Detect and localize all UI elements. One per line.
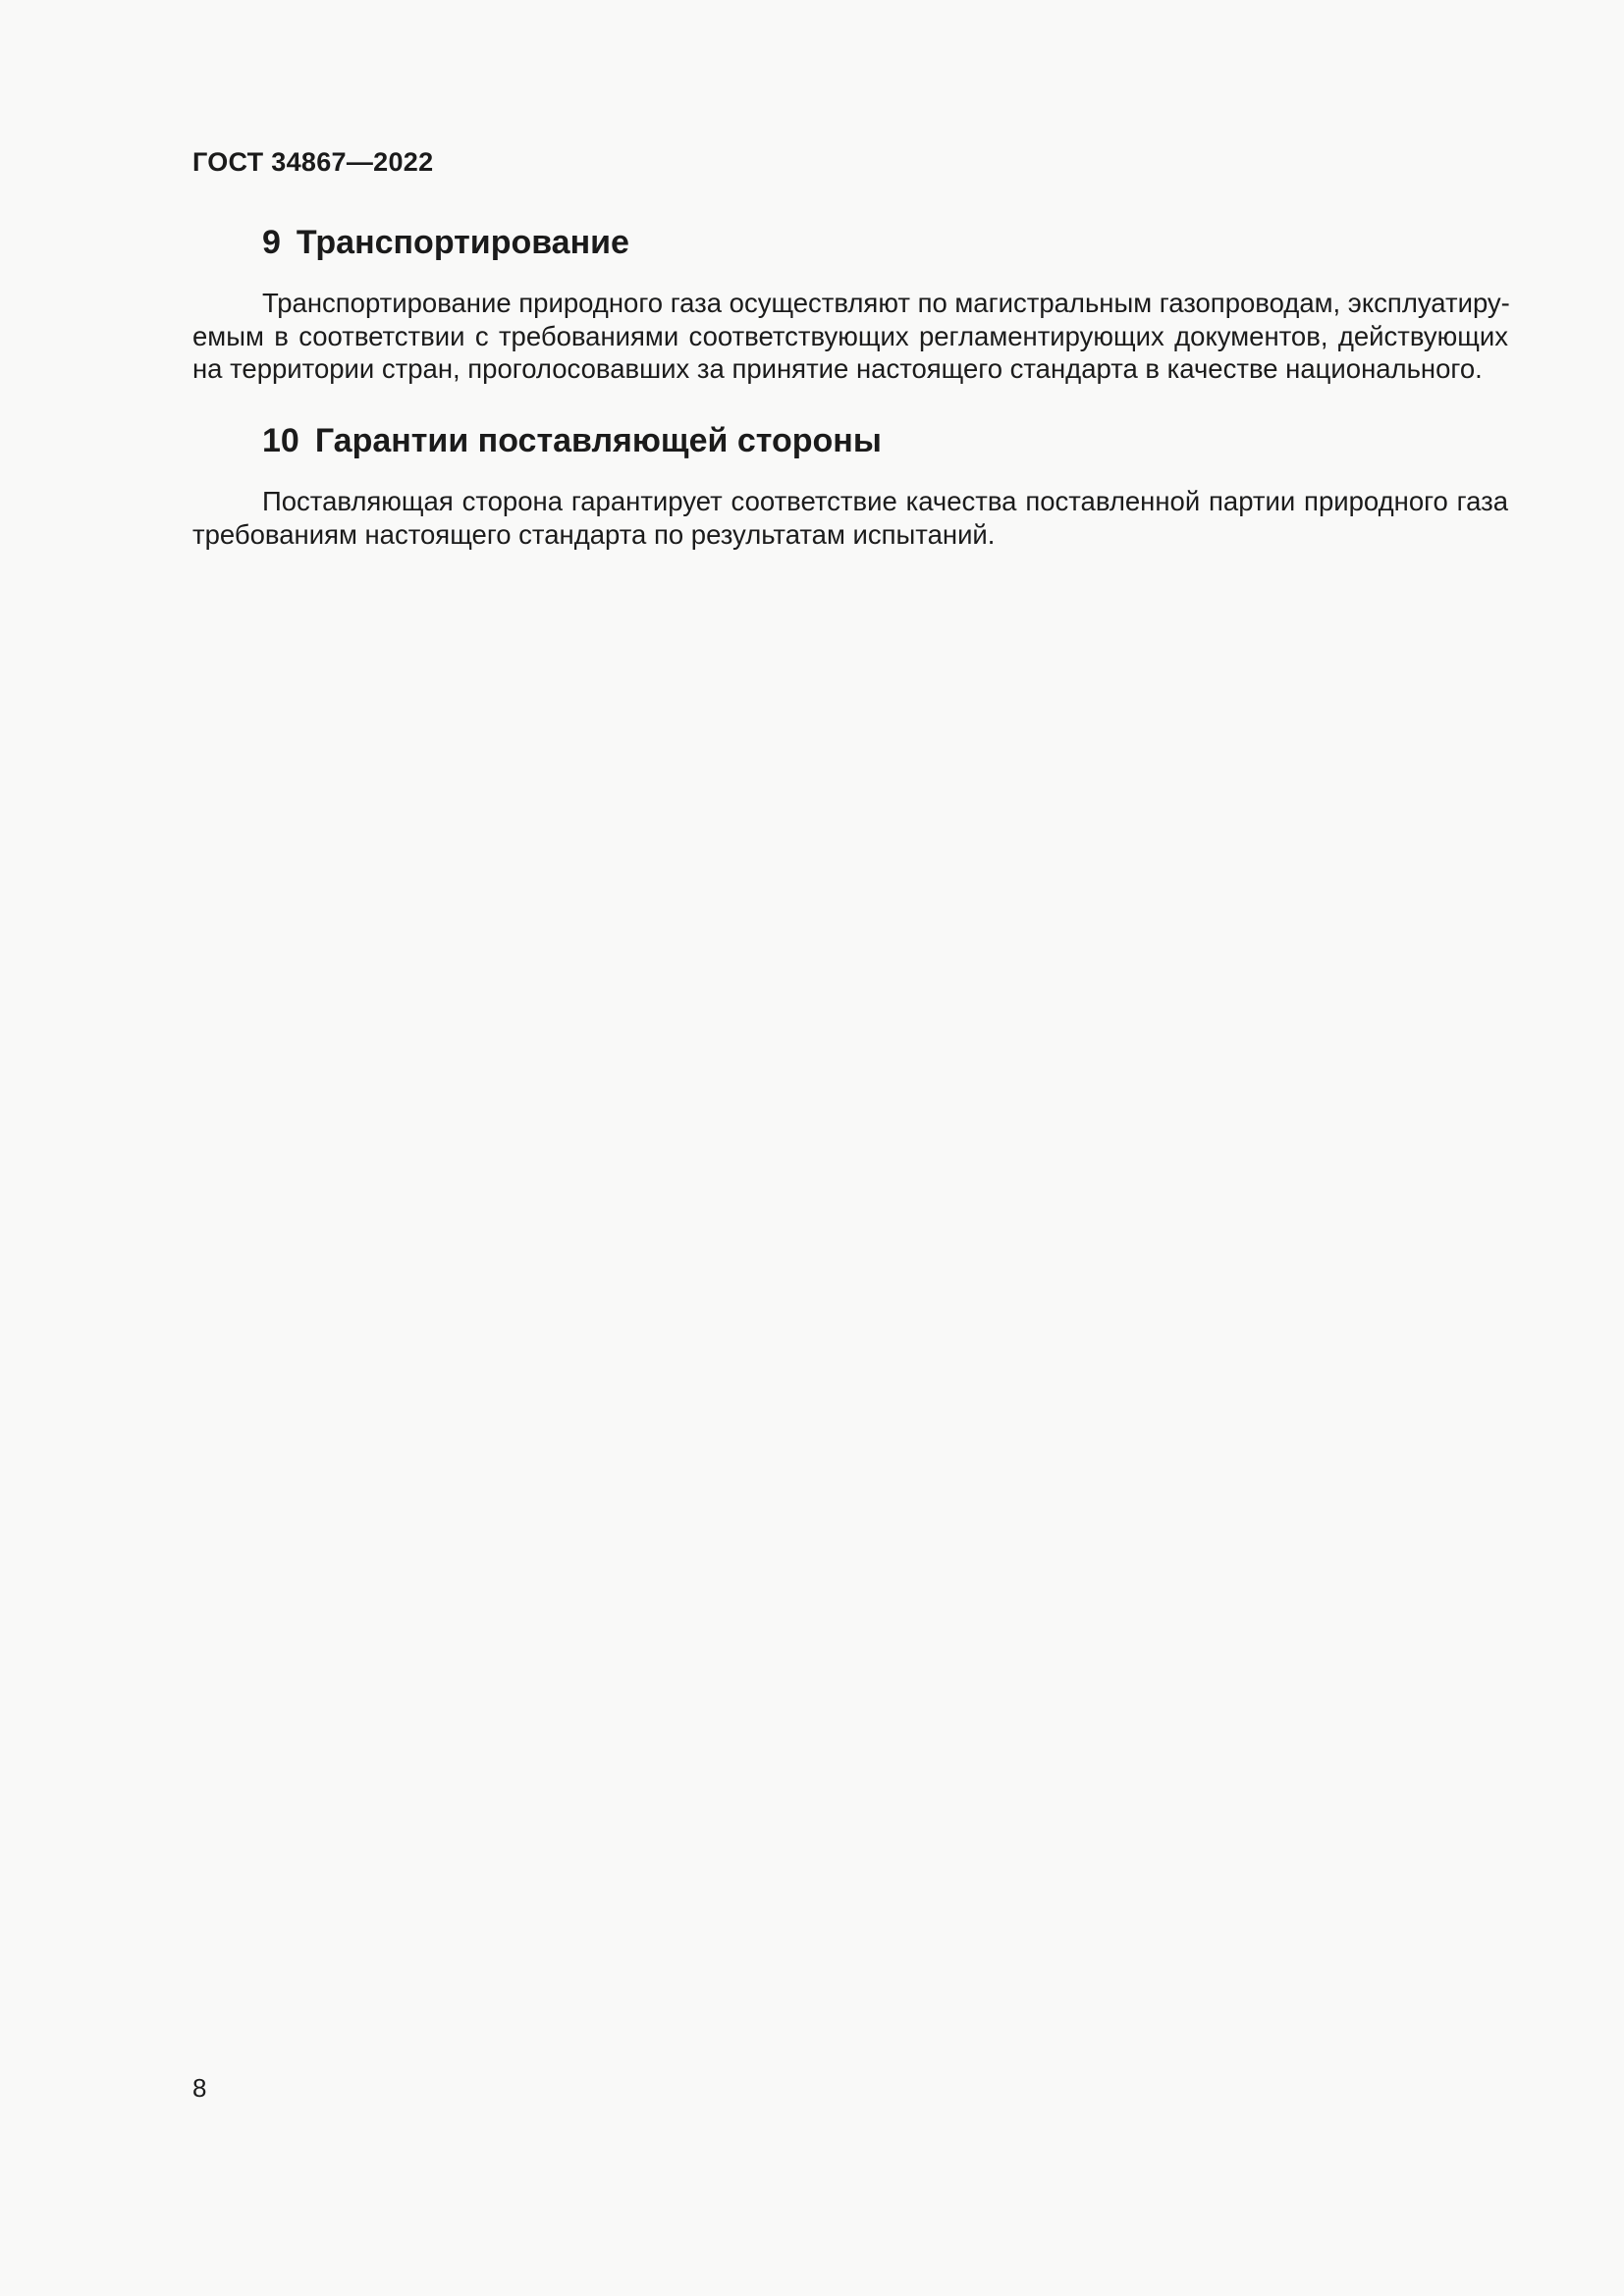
section-title: Транспортирование — [296, 224, 629, 261]
section-9-paragraph — [192, 287, 1508, 386]
paragraph-line: на территории стран, проголосовавших за принятие настоящего стандарта в качестве национального. — [192, 353, 1483, 384]
paragraph-line: Поставляющая сторона гарантирует соответствие качества поставленной партии природного газа — [262, 486, 1508, 516]
section-heading-9 — [262, 224, 629, 262]
section-title: Гарантии поставляющей стороны — [314, 422, 882, 459]
paragraph-line: требованиям настоящего стандарта по результатам испытаний. — [192, 518, 996, 550]
paragraph-line: Транспортирование природного газа осуществляют по магистральным газопроводам, эксплуатиру- — [262, 288, 1510, 318]
page-number: 8 — [192, 2073, 207, 2103]
section-heading-10 — [262, 422, 882, 460]
section-number: 10 — [262, 422, 299, 459]
section-10-paragraph — [192, 485, 1508, 551]
section-number: 9 — [262, 224, 281, 261]
paragraph-line: емым в соответствии с требованиями соответствующих регламентирующих документов, действующих — [192, 320, 1508, 351]
document-header-standard-id: ГОСТ 34867—2022 — [192, 147, 434, 177]
